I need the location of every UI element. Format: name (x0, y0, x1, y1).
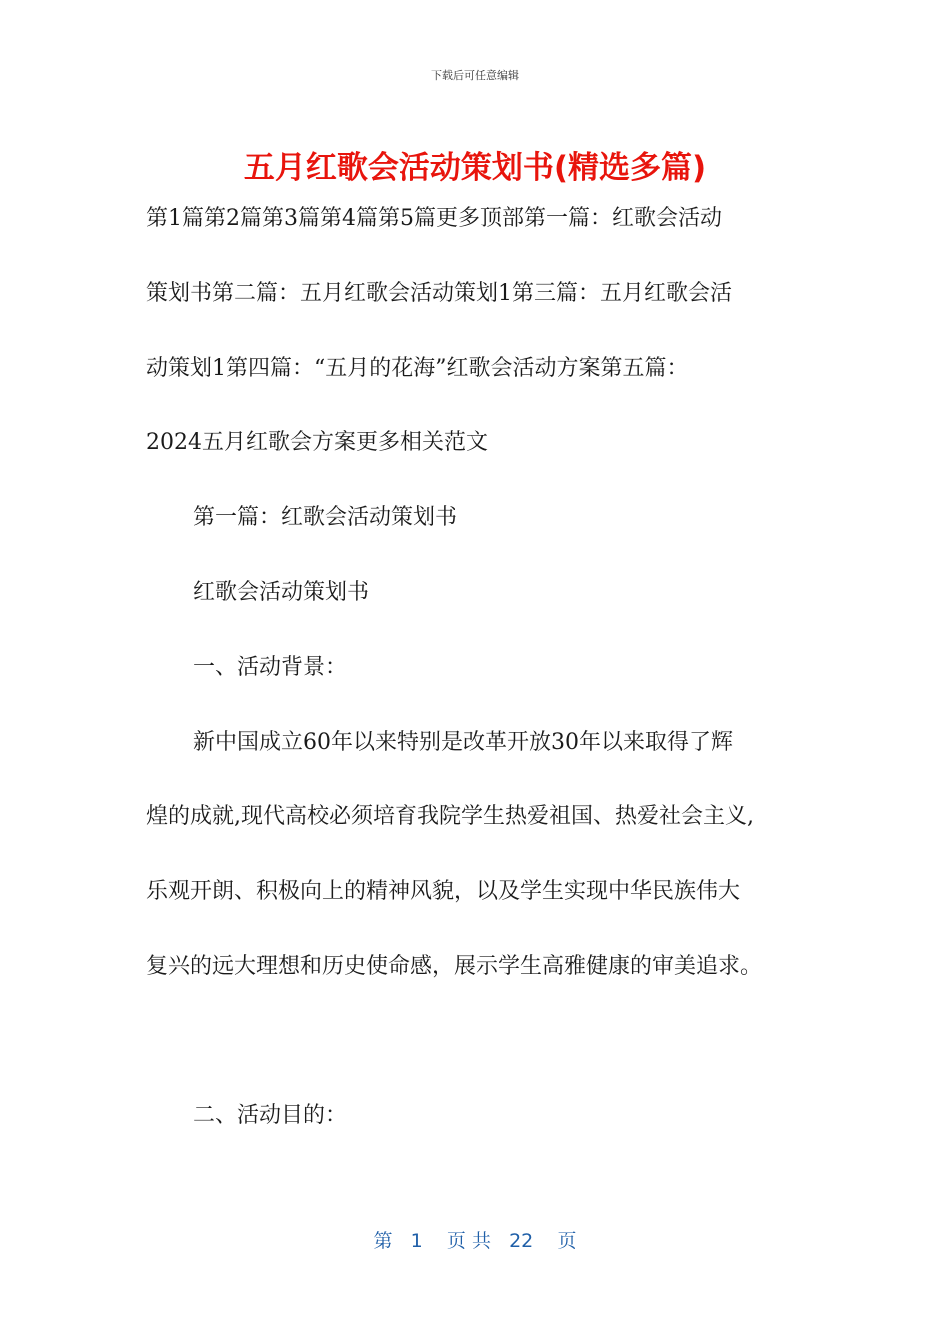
page-footer (0, 1226, 950, 1253)
footer-middle: 页 共 (446, 1230, 491, 1252)
footer-prefix: 第 (373, 1230, 393, 1252)
document-title: 五月红歌会活动策划书(精选多篇) (243, 150, 707, 186)
background-paragraph-line: 煌的成就,现代高校必须培育我院学生热爱祖国、热爱社会主义, (146, 804, 754, 829)
toc-line: 动策划1第四篇：“五月的花海”红歌会活动方案第五篇： (146, 356, 689, 381)
toc-line: 策划书第二篇：五月红歌会活动策划1第三篇：五月红歌会活 (146, 281, 732, 306)
footer-suffix: 页 (557, 1230, 577, 1252)
header-note: 下载后可任意编辑 (431, 69, 519, 82)
footer-total-pages: 22 (509, 1230, 534, 1252)
background-paragraph-line: 乐观开朗、积极向上的精神风貌，以及学生实现中华民族伟大 (146, 879, 741, 904)
background-paragraph-line: 新中国成立60年以来特别是改革开放30年以来取得了辉 (193, 730, 733, 755)
section-heading: 第一篇：红歌会活动策划书 (193, 505, 458, 530)
footer-current-page: 1 (410, 1230, 423, 1252)
background-paragraph-line: 复兴的远大理想和历史使命感，展示学生高雅健康的审美追求。 (146, 954, 763, 979)
part1-heading: 一、活动背景： (193, 655, 348, 680)
toc-line: 第1篇第2篇第3篇第4篇第5篇更多顶部第一篇：红歌会活动 (146, 206, 722, 231)
part2-heading: 二、活动目的： (193, 1103, 348, 1128)
doc-subtitle: 红歌会活动策划书 (193, 580, 370, 605)
toc-line: 2024五月红歌会方案更多相关范文 (146, 430, 488, 455)
